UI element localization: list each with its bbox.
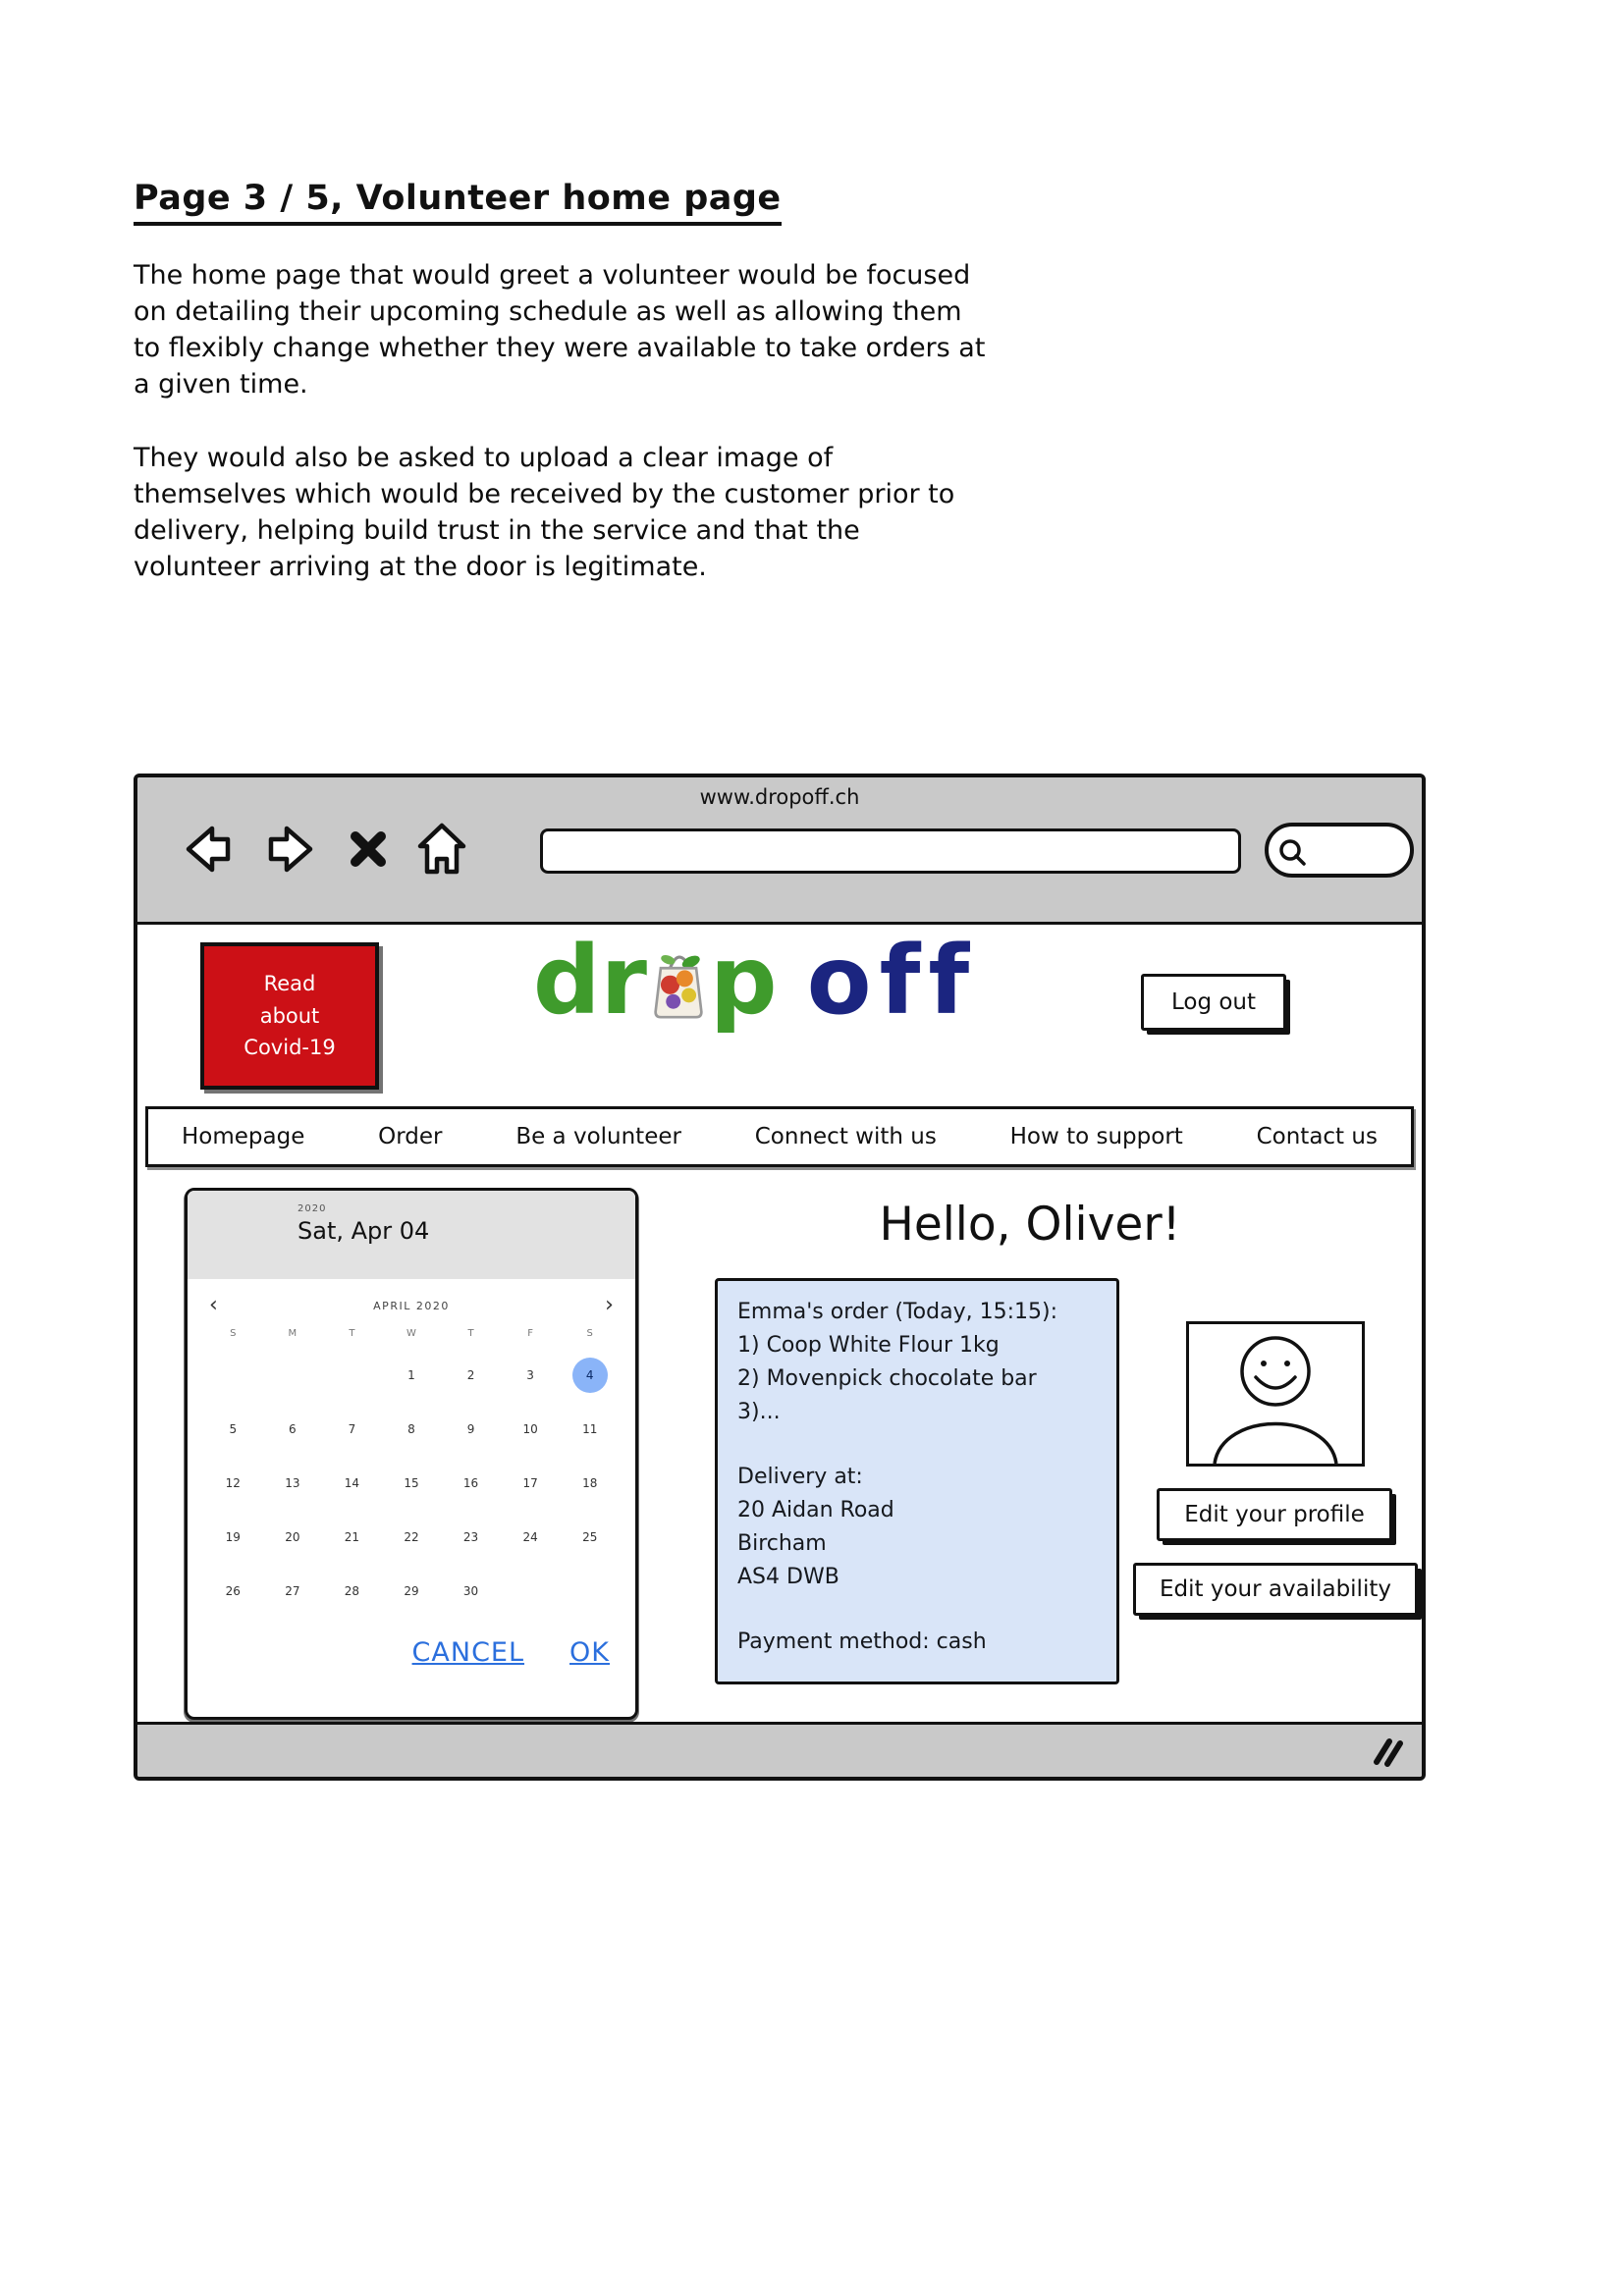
calendar-day-cell[interactable]: 13 bbox=[285, 1475, 300, 1490]
nav-item-homepage[interactable]: Homepage bbox=[182, 1124, 305, 1149]
profile-photo-placeholder bbox=[1186, 1321, 1365, 1467]
chevron-right-icon[interactable]: › bbox=[605, 1293, 614, 1317]
paragraph-line: volunteer arriving at the door is legitimate. bbox=[134, 552, 707, 582]
delivery-address-line: AS4 DWB bbox=[737, 1565, 839, 1589]
back-icon[interactable] bbox=[177, 821, 238, 878]
calendar-day-cell[interactable]: 12 bbox=[225, 1475, 241, 1490]
ok-button[interactable]: OK bbox=[569, 1637, 610, 1668]
url-bar[interactable] bbox=[540, 828, 1241, 874]
calendar-day-cell[interactable]: 26 bbox=[225, 1583, 241, 1598]
order-summary-box bbox=[715, 1278, 1119, 1684]
edit-profile-button[interactable]: Edit your profile bbox=[1157, 1488, 1392, 1541]
paragraph-line: The home page that would greet a volunteer would be focused bbox=[134, 260, 971, 291]
page-title: Page 3 / 5, Volunteer home page bbox=[134, 179, 782, 226]
logo-text-off: off bbox=[806, 925, 978, 1036]
nav-item-order[interactable]: Order bbox=[378, 1124, 443, 1149]
delivery-address-line: Bircham bbox=[737, 1531, 827, 1556]
person-icon bbox=[1189, 1449, 1362, 1468]
order-title: Emma's order (Today, 15:15): bbox=[737, 1300, 1057, 1324]
order-item: 3)... bbox=[737, 1400, 781, 1424]
covid-banner-line: Read bbox=[263, 972, 316, 996]
calendar-day-cell bbox=[334, 1358, 369, 1393]
calendar-day-cell[interactable]: 25 bbox=[582, 1529, 598, 1544]
paragraph-line: delivery, helping build trust in the service and that the bbox=[134, 515, 860, 546]
calendar-day-cell bbox=[275, 1358, 310, 1393]
calendar-day-header: S bbox=[586, 1327, 593, 1339]
resize-handle-icon[interactable] bbox=[1371, 1735, 1406, 1772]
calendar-month-label: APRIL 2020 bbox=[373, 1299, 450, 1312]
paragraph-line: a given time. bbox=[134, 369, 308, 400]
calendar-day-cell[interactable]: 3 bbox=[526, 1367, 534, 1382]
payment-method-line: Payment method: cash bbox=[737, 1629, 987, 1654]
covid-banner-line: about bbox=[259, 1003, 320, 1028]
greeting-heading: Hello, Oliver! bbox=[879, 1198, 1181, 1252]
calendar-day-cell[interactable]: 8 bbox=[407, 1421, 415, 1436]
calendar-selected-date-label: Sat, Apr 04 bbox=[298, 1217, 430, 1245]
calendar-day-cell[interactable]: 9 bbox=[466, 1421, 475, 1436]
calendar-day-cell[interactable]: 24 bbox=[522, 1529, 538, 1544]
calendar-day-cell[interactable]: 29 bbox=[404, 1583, 419, 1598]
close-icon[interactable] bbox=[346, 827, 391, 872]
browser-window bbox=[134, 774, 1426, 1781]
logo-text-dr: dr bbox=[532, 925, 647, 1036]
calendar-day-header: T bbox=[349, 1327, 355, 1339]
calendar-day-cell[interactable]: 28 bbox=[344, 1583, 360, 1598]
paragraph-line: on detailing their upcoming schedule as well as allowing them bbox=[134, 296, 962, 327]
calendar-day-cell[interactable]: 22 bbox=[404, 1529, 419, 1544]
intro-paragraph bbox=[134, 257, 985, 402]
calendar-day-headers bbox=[188, 1318, 635, 1348]
address-label: www.dropoff.ch bbox=[699, 785, 860, 809]
nav-item-how-to-support[interactable]: How to support bbox=[1009, 1124, 1183, 1149]
calendar-day-cell bbox=[572, 1574, 608, 1609]
calendar-day-header: S bbox=[230, 1327, 237, 1339]
forward-icon[interactable] bbox=[261, 821, 322, 878]
nav-item-be-a-volunteer[interactable]: Be a volunteer bbox=[515, 1124, 681, 1149]
calendar-day-header: M bbox=[288, 1327, 298, 1339]
order-item: 1) Coop White Flour 1kg bbox=[737, 1333, 1000, 1358]
logo-text-p: p bbox=[709, 925, 778, 1036]
calendar-day-cell[interactable]: 10 bbox=[522, 1421, 538, 1436]
calendar-day-cell-selected[interactable]: 4 bbox=[572, 1358, 608, 1393]
cancel-button[interactable]: CANCEL bbox=[411, 1637, 525, 1668]
calendar-day-cell[interactable]: 19 bbox=[225, 1529, 241, 1544]
calendar-day-cell[interactable]: 20 bbox=[285, 1529, 300, 1544]
calendar-day-cell[interactable]: 21 bbox=[344, 1529, 360, 1544]
calendar-day-cell[interactable]: 7 bbox=[348, 1421, 356, 1436]
nav-item-contact-us[interactable]: Contact us bbox=[1256, 1124, 1378, 1149]
calendar-day-cell[interactable]: 27 bbox=[285, 1583, 300, 1598]
paragraph-line: themselves which would be received by the customer prior to bbox=[134, 479, 955, 509]
calendar-day-cell[interactable]: 23 bbox=[462, 1529, 479, 1544]
paragraph-line: to flexibly change whether they were available to take orders at bbox=[134, 333, 986, 363]
logout-button[interactable]: Log out bbox=[1141, 974, 1286, 1031]
calendar-day-cell[interactable]: 2 bbox=[466, 1367, 475, 1382]
calendar-day-cell[interactable]: 17 bbox=[522, 1475, 538, 1490]
calendar-day-cell[interactable]: 11 bbox=[582, 1421, 598, 1436]
calendar-day-cell[interactable]: 6 bbox=[289, 1421, 297, 1436]
chevron-left-icon[interactable]: ‹ bbox=[209, 1293, 218, 1317]
home-icon[interactable] bbox=[414, 821, 469, 878]
edit-availability-button[interactable]: Edit your availability bbox=[1133, 1563, 1418, 1616]
calendar-day-cell[interactable]: 1 bbox=[407, 1367, 415, 1382]
search-box[interactable] bbox=[1265, 823, 1414, 878]
calendar-day-cell bbox=[215, 1358, 250, 1393]
calendar-day-cell[interactable]: 15 bbox=[404, 1475, 419, 1490]
browser-chrome bbox=[137, 777, 1422, 925]
delivery-heading: Delivery at: bbox=[737, 1465, 863, 1489]
covid-banner-line: Covid-19 bbox=[244, 1036, 336, 1060]
nav-bar bbox=[145, 1106, 1414, 1167]
calendar-day-cell[interactable]: 18 bbox=[582, 1475, 598, 1490]
grocery-bag-icon bbox=[645, 940, 712, 1036]
nav-item-connect-with-us[interactable]: Connect with us bbox=[754, 1124, 937, 1149]
calendar-year-label: 2020 bbox=[298, 1203, 327, 1214]
order-item: 2) Movenpick chocolate bar bbox=[737, 1366, 1037, 1391]
second-paragraph bbox=[134, 440, 954, 585]
status-bar bbox=[137, 1722, 1422, 1777]
calendar-day-cell[interactable]: 14 bbox=[344, 1475, 360, 1490]
calendar-day-cell[interactable]: 16 bbox=[462, 1475, 479, 1490]
calendar-grid bbox=[188, 1348, 635, 1618]
date-picker bbox=[185, 1188, 638, 1720]
calendar-header bbox=[188, 1191, 635, 1279]
calendar-day-header: T bbox=[467, 1327, 474, 1339]
calendar-day-header: F bbox=[527, 1327, 534, 1339]
calendar-day-header: W bbox=[406, 1327, 416, 1339]
calendar-day-cell bbox=[513, 1574, 548, 1609]
calendar-day-cell[interactable]: 30 bbox=[462, 1583, 479, 1598]
calendar-day-cell[interactable]: 5 bbox=[229, 1421, 238, 1436]
paragraph-line: They would also be asked to upload a clear image of bbox=[134, 443, 834, 473]
delivery-address-line: 20 Aidan Road bbox=[737, 1498, 894, 1522]
